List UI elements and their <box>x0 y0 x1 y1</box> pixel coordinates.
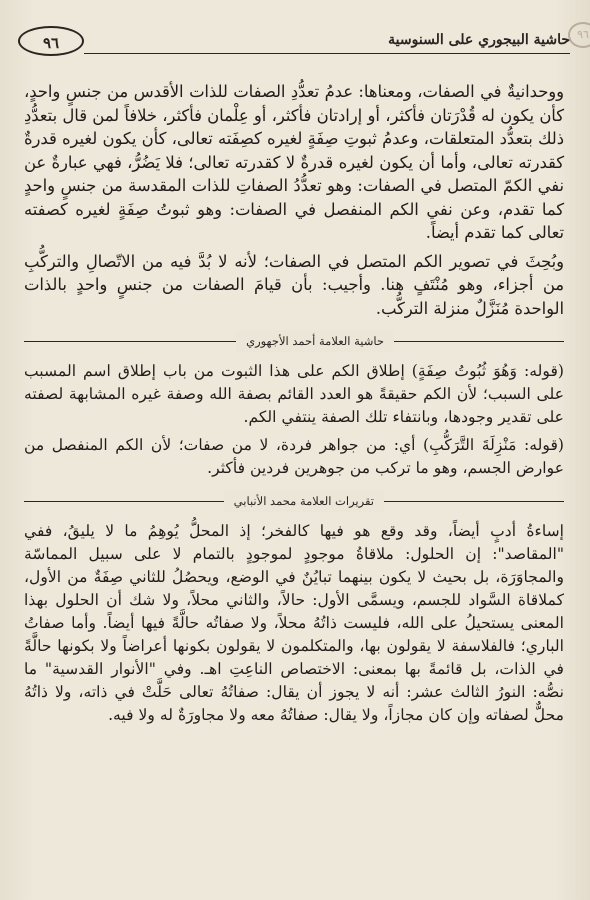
main-paragraph-1: ووحدانيةٌ في الصفات، ومعناها: عدمُ تعدُّدِ الصفات للذات الأقدس من جنسٍ واحدٍ، كأن يكون له قُدْرَتان فأكثر، أو إرادتان فأكثر، أو عِلْمان فأكثر، خلافاً لمن قال بتعدُّدِ ذلك بتعدُّد المتعلقات، وعدمُ ثبوتِ صِفَةٍ لغيره كصِفَته تعالى، كأن يكون لغيره قدرةٌ كقدرته تعالى، وأما أن يكون لغيره قدرةٌ لا كقدرته تعالى؛ فلا يَضُرُّ، فهي عبارةٌ عن نفي الكمّ المتصل في الصفات: وهو تعدُّدُ الصفاتِ للذات المقدسة من جنسٍ واحدٍ كما تقدم، وعن نفي الكم المنفصل في الصفات: وهو ثبوتُ صِفَةٍ لغيره كصفته تعالى كما تقدم أيضاً. <box>24 82 564 242</box>
gloss-paragraph-2: (قوله: مَنْزِلَةَ التَّرَكُّبِ) أي: من جواهر فردة، لا من صفات؛ لأن الكم المنفصل من عوارض الجسم، وهو ما تركب من جوهرين فردين فأكثر. <box>24 436 564 477</box>
adjacent-page-number: ٩٦ <box>568 22 590 48</box>
section-label-ajhouri: حاشية العلامة أحمد الأجهوري <box>236 330 394 352</box>
section-label-anbabi: تقريرات العلامة محمد الأنبابي <box>224 490 384 512</box>
running-title: حاشية البيجوري على السنوسية <box>388 32 570 48</box>
taqrir-paragraph-1: إساءةُ أدبٍ أيضاً، وقد وقع هو فيها كالفخر؛ إذ المحلُّ يُوهِمُ ما لا يليقُ، ففي "المقاصد": إن الحلول: ملاقاةُ موجودٍ لموجودٍ بالتمام لا على سبيل المماسّة والمجاوَرَة، بل بحيث لا يكون بينهما تبايُنٌ في الوضع، ويحصُلُ للثاني صِفَةٌ من الأول، كملاقاة السَّواد للجسم، ويسمَّى الأول: حالاً، والثاني محلاً، ولا شك أن الحلول بهذا المعنى يستحيلُ على الله، فليست ذاتُهُ محلاً، ولا صفاتُه حالَّةً فيها أيضاً. وأما صفاتُ الباري؛ فالفلاسفة لا يقولون بها، والمتكلمون لا يقولون بكونها أعراضاً ولا بكونها حالَّةً في الذات، بل قائمةً بها بمعنى: الاختصاص الناعِتِ اهـ. وفي "الأنوار القدسية" ما نصُّه: النورُ الثالث عشر: أنه لا يجوز أن يقال: صفاتُهُ تعالى حَلَّتْ في ذاته، ولا ذاتُهُ محلٌّ لصفاته وإن كان مجازاً، ولا يقال: صفاتُهُ معه ولا مجاورَةٌ له ولا فيه. <box>24 522 564 724</box>
section-divider-anbabi <box>24 490 564 512</box>
main-paragraph-2: وبُحِثَ في تصوير الكم المتصل في الصفات؛ لأنه لا بُدَّ فيه من الاتّصالِ والتركُّبِ من أجزاء، وهو مُنْتَفٍ هنا. وأجيب: بأن قيامَ الصفات من جنسٍ واحدٍ بالذات الواحدة مُنَزَّلٌ منزلة التركُّب. <box>24 251 564 318</box>
page-number: ٩٦ <box>18 26 84 56</box>
gloss-paragraph-1: (قوله: وَهُوَ ثُبُوتُ صِفَةٍ) إطلاق الكم على هذا الثبوت من باب إطلاق اسم المسبب على السبب؛ لأن الكم حقيقةً هو العدد القائم بصفة الله وصفة غيره المشابهة لصفته على تقدير وجودها، وبانتفاء تلك الصفة ينتفي الكم. <box>24 362 564 426</box>
page-header <box>18 26 570 60</box>
page-body <box>24 80 564 732</box>
header-rule <box>84 53 570 54</box>
section-divider-ajhouri <box>24 330 564 352</box>
